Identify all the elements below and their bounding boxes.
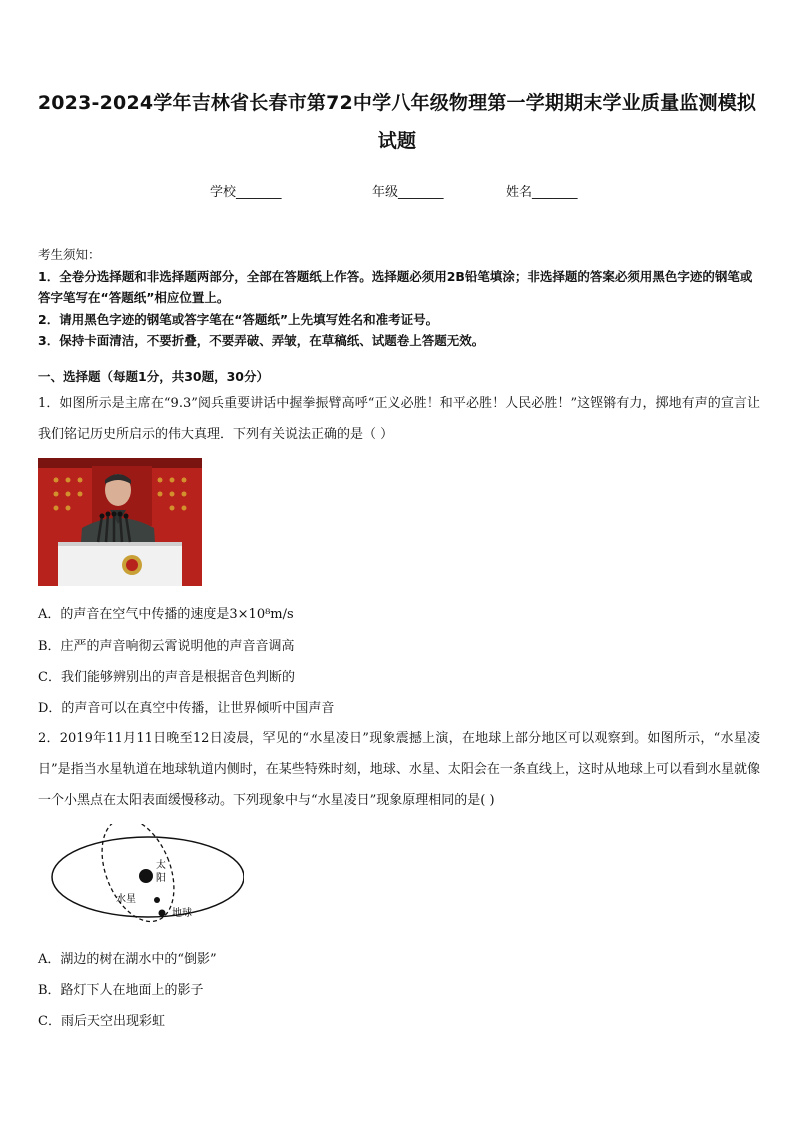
- question-2-option-c: C．雨后天空出现彩虹: [38, 1014, 165, 1029]
- page-title: 2023-2024学年吉林省长春市第72中学八年级物理第一学期期末学业质量监测模拟试题: [37, 92, 757, 152]
- mercury-transit-diagram: [38, 824, 244, 930]
- sun-label-top: 太: [156, 860, 166, 871]
- orbit-diagram-svg: [38, 824, 244, 930]
- speaker-photo-image: [38, 458, 202, 586]
- exam-notice: [38, 244, 758, 352]
- mercury-label: 水星: [116, 894, 136, 905]
- section-heading: 一、选择题（每题1分，共30题，30分）: [38, 369, 269, 384]
- question-1-option-b: B．庄严的声音响彻云霄说明他的声音音调高: [38, 639, 295, 654]
- school-field: 学校_______: [210, 185, 282, 200]
- question-1-option-a: A．的声音在空气中传播的速度是3×10⁸m/s: [38, 607, 294, 622]
- earth-icon: [159, 910, 166, 917]
- question-1-option-d: D．的声音可以在真空中传播，让世界倾听中国声音: [38, 701, 335, 716]
- notice-item: 1．全卷分选择题和非选择题两部分，全部在答题纸上作答。选择题必须用2B铅笔填涂；非选择题的答案必须用黑色字迹的钢笔或答字笔写在“答题纸”相应位置上。: [38, 268, 753, 305]
- question-1-option-c: C．我们能够辨别出的声音是根据音色判断的: [38, 670, 295, 685]
- notice-heading: 考生须知：: [38, 247, 101, 262]
- notice-item: 3．保持卡面清洁，不要折叠，不要弄破、弄皱，在草稿纸、试题卷上答题无效。: [38, 333, 485, 348]
- notice-item: 2．请用黑色字迹的钢笔或答字笔在“答题纸”上先填写姓名和准考证号。: [38, 311, 439, 327]
- question-2-option-b: B．路灯下人在地面上的影子: [38, 983, 204, 998]
- question-1-stem: 1．如图所示是主席在“9.3”阅兵重要讲话中握拳振臂高呼“正义必胜！和平必胜！人民必胜！”这铿锵有力，掷地有声的宣言让我们铭记历史所启示的伟大真理．下列有关说法正确的是（ ）: [38, 396, 760, 442]
- earth-label: 地球: [172, 908, 192, 919]
- sun-icon: [139, 869, 153, 883]
- sun-label-bottom: 阳: [156, 873, 166, 884]
- question-1-photo: [38, 458, 202, 586]
- grade-field: 年级_______: [372, 185, 444, 200]
- name-field: 姓名_______: [506, 185, 578, 200]
- question-2-stem: 2．2019年11月11日晚至12日凌晨，罕见的“水星凌日”现象震撼上演，在地球上部分地区可以观察到。如图所示，“水星凌日”是指当水星轨道在地球轨道内侧时，在某些特殊时刻，地球、水星、太阳会在一条直线上，这时从地球上可以看到水星就像一个小黑点在太阳表面缓慢移动。下列现象中与“水星凌日”现象原理相同的是( ): [38, 731, 760, 808]
- question-2-option-a: A．湖边的树在湖水中的“倒影”: [38, 952, 217, 967]
- mercury-icon: [154, 897, 160, 903]
